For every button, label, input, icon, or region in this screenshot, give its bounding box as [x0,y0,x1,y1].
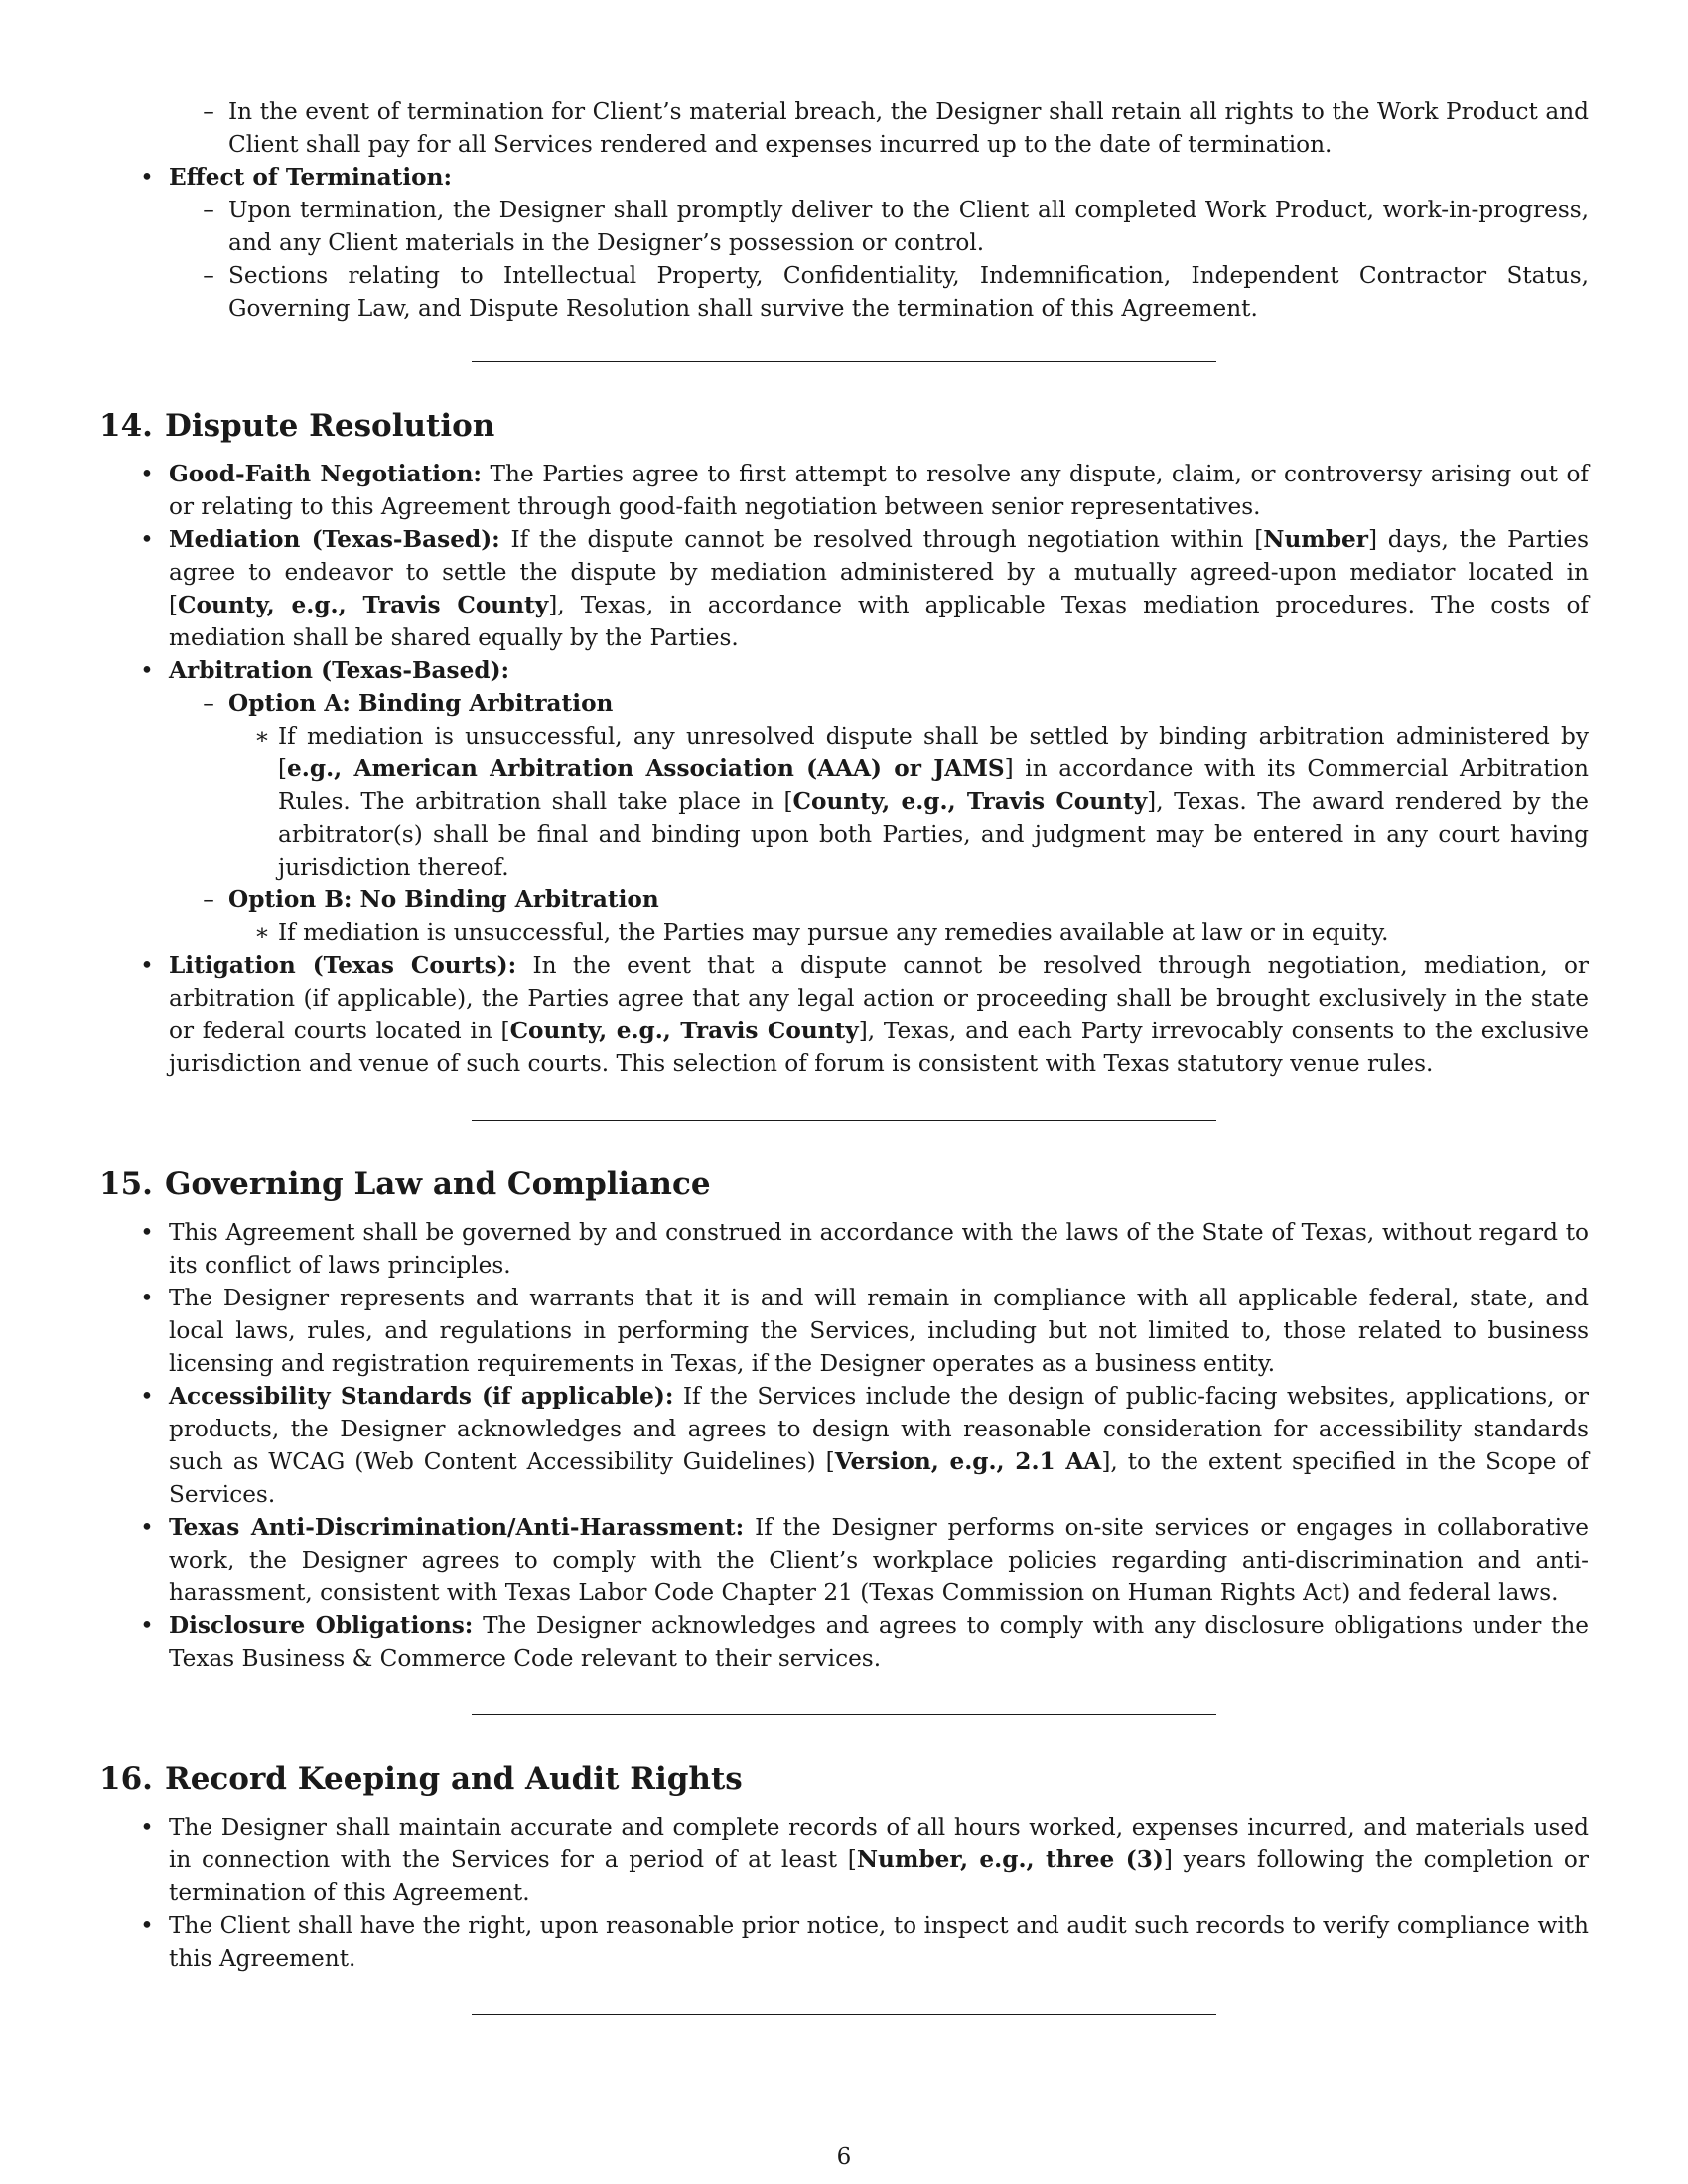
bullet-marker: • [140,1612,154,1639]
list-item [99,1609,1589,1675]
bullet-marker: • [140,952,154,979]
litigation-text: ], Texas, and each Party irrevocably consents to the exclusive jurisdiction and venue of such courts. This selection of forum is consistent with Texas statutory venue rules. [169,1018,1589,1077]
dash-marker: – [203,887,214,913]
bullet-marker: • [140,657,154,684]
disclosure-label: Disclosure Obligations: [169,1612,474,1639]
placeholder-county: County, e.g., Travis County [509,1018,859,1044]
list-item [169,884,1589,949]
section-divider [472,1120,1216,1121]
placeholder-years: Number, e.g., three (3) [856,1846,1164,1873]
section-16-title [99,1759,1589,1799]
list-item [99,949,1589,1080]
placeholder-arbitrator: e.g., American Arbitration Association (AAA) or JAMS [287,755,1005,782]
list-item [228,720,1589,884]
list-item [99,1380,1589,1511]
litigation-text: In the event that a dispute cannot be resolved through negotiation, mediation, or arbitration (if applicable), the Parties agree that any legal action or proceeding shall be brought exclusively in the state or federal courts located in [ [169,952,1589,1044]
bullet-marker: • [140,1514,154,1541]
dash-marker: – [203,197,214,223]
termination-list [99,161,1589,325]
bullet-marker: • [140,164,154,191]
bullet-marker: • [140,1285,154,1311]
mediation-text: ] days, the Parties agree to endeavor to settle the dispute by mediation administered by a mutually agreed-upon mediator located in [ [169,526,1590,618]
list-item [169,259,1589,325]
placeholder-county: County, e.g., Travis County [792,788,1148,815]
page-number: 6 [836,2144,852,2170]
section-16-list [99,1811,1589,1975]
section-15-list [99,1216,1589,1675]
disclosure-text: The Designer acknowledges and agrees to comply with any disclosure obligations under the Texas Business & Commerce Code relevant to their services. [169,1612,1589,1672]
section-14-list [99,458,1589,1080]
document-page [99,95,1589,2015]
section-divider [472,1714,1216,1715]
section-14-title [99,406,1589,446]
bullet-marker: • [140,1219,154,1246]
termination-sublist [169,95,1589,161]
option-b-list [228,916,1589,949]
placeholder-version: Version, e.g., 2.1 AA [834,1448,1102,1475]
audit-rights-text: The Client shall have the right, upon reasonable prior notice, to inspect and audit such records to verify compliance with this Agreement. [169,1912,1589,1972]
record-keeping-text: The Designer shall maintain accurate and complete records of all hours worked, expenses incurred, and materials used in connection with the Services for a period of at least [ [169,1814,1589,1873]
list-item [99,458,1589,523]
list-item [169,194,1589,259]
star-marker: ∗ [254,723,270,750]
option-a-text: If mediation is unsuccessful, any unresolved dispute shall be settled by binding arbitration administered by [ [278,723,1589,782]
record-keeping-text: ] years following the completion or termination of this Agreement. [169,1846,1589,1906]
option-b-text: If mediation is unsuccessful, the Parties may pursue any remedies available at law or in equity. [278,919,1389,946]
dash-marker: – [203,262,214,289]
arbitration-options [169,687,1589,949]
list-item [169,687,1589,884]
list-item [99,161,1589,325]
effect-item-text: Upon termination, the Designer shall promptly deliver to the Client all completed Work Product, work-in-progress, and any Client materials in the Designer’s possession or control. [228,197,1589,256]
effect-of-termination-label: Effect of Termination: [169,164,453,191]
placeholder-number: Number [1263,526,1369,553]
dash-marker: – [203,98,214,125]
antidiscrimination-label: Texas Anti-Discrimination/Anti-Harassment: [169,1514,745,1541]
mediation-text: If the dispute cannot be resolved through negotiation within [ [510,526,1264,553]
list-item [99,1909,1589,1975]
effect-item-text: Sections relating to Intellectual Property, Confidentiality, Indemnification, Independent Contractor Status, Governing Law, and Dispute Resolution shall survive the termination of this Agreement. [228,262,1589,322]
mediation-label: Mediation (Texas-Based): [169,526,500,553]
section-divider [472,361,1216,362]
accessibility-text: If the Services include the design of public-facing websites, applications, or products, the Designer acknowledges and agrees to design with reasonable consideration for accessibility standards such as WCAG (Web Content Accessibility Guidelines) [ [169,1383,1589,1475]
section-number: 14. [99,408,153,444]
compliance-text: The Designer represents and warrants that it is and will remain in compliance with all applicable federal, state, and local laws, rules, and regulations in performing the Services, including but not limited to, those related to business licensing and registration requirements in Texas, if the Designer operates as a business entity. [169,1285,1589,1377]
section-title-text: Record Keeping and Audit Rights [164,1761,743,1797]
option-b-label: Option B: No Binding Arbitration [228,887,659,913]
section-title-text: Dispute Resolution [164,408,495,444]
list-item [99,1511,1589,1609]
star-marker: ∗ [254,919,270,946]
good-faith-text: The Parties agree to first attempt to resolve any dispute, claim, or controversy arising out of or relating to this Agreement through good-faith negotiation between senior representatives. [169,461,1590,520]
list-item [99,1282,1589,1380]
good-faith-label: Good-Faith Negotiation: [169,461,482,487]
mediation-text: ], Texas, in accordance with applicable Texas mediation procedures. The costs of mediation shall be shared equally by the Parties. [169,592,1589,651]
governing-law-text: This Agreement shall be governed by and construed in accordance with the laws of the State of Texas, without regard to its conflict of laws principles. [169,1219,1589,1279]
litigation-label: Litigation (Texas Courts): [169,952,517,979]
bullet-marker: • [140,526,154,553]
list-item [99,1216,1589,1282]
bullet-marker: • [140,1814,154,1841]
list-item [228,916,1589,949]
accessibility-text: ], to the extent specified in the Scope of Services. [169,1448,1589,1508]
dash-marker: – [203,690,214,717]
list-item [169,95,1589,161]
antidiscrimination-text: If the Designer performs on-site services or engages in collaborative work, the Designer agrees to comply with the Client’s workplace policies regarding anti-discrimination and anti-harassment, consistent with Texas Labor Code Chapter 21 (Texas Commission on Human Rights Act) and federal laws. [169,1514,1590,1606]
section-number: 16. [99,1761,153,1797]
list-item [99,523,1589,654]
section-15-title [99,1164,1589,1204]
placeholder-county: County, e.g., Travis County [178,592,549,618]
bullet-marker: • [140,1912,154,1939]
option-a-label: Option A: Binding Arbitration [228,690,614,717]
section-number: 15. [99,1166,153,1202]
bullet-marker: • [140,461,154,487]
option-a-text: ], Texas. The award rendered by the arbitrator(s) shall be final and binding upon both Parties, and judgment may be entered in any court having jurisdiction thereof. [278,788,1589,881]
section-divider [472,2014,1216,2015]
bullet-marker: • [140,1383,154,1410]
list-item [99,654,1589,949]
option-a-list [228,720,1589,884]
list-item [99,1811,1589,1909]
arbitration-label: Arbitration (Texas-Based): [169,657,510,684]
effect-sublist [169,194,1589,325]
accessibility-label: Accessibility Standards (if applicable): [169,1383,674,1410]
section-title-text: Governing Law and Compliance [164,1166,711,1202]
option-a-text: ] in accordance with its Commercial Arbitration Rules. The arbitration shall take place in [ [278,755,1589,815]
breach-text: In the event of termination for Client’s material breach, the Designer shall retain all rights to the Work Product and Client shall pay for all Services rendered and expenses incurred up to the date of termination. [228,98,1589,158]
